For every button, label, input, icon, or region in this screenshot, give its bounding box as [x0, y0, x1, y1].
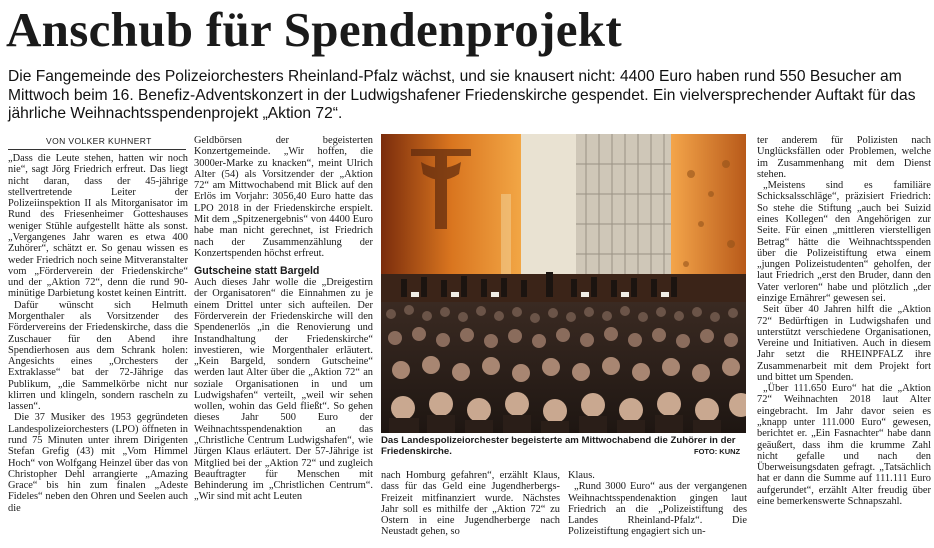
text-column-5 — [757, 135, 931, 548]
text-column-4 — [568, 470, 747, 548]
paragraph: Dafür wünscht sich Helmuth Morgenthaler als Vorsitzender des Fördervereins der Friedenskirche, dass die Zuschauer für den Abend ihre Spendierhosen aus dem Schrank holen: Angesichts eines „Orchesters der Extraklasse“ bat der 72-Jährige das Publikum, „die Sammelkörbe nicht nur klirren und klingeln, sondern rascheln zu lassen“. — [8, 299, 188, 413]
deck-lead: Die Fangemeinde des Polizeiorchesters Rheinland-Pfalz wächst, und sie knausert nicht: 4400 Euro haben rund 550 Besucher am Mittwoch beim 16. Benefiz-Adventskonzert in der Ludwigshafener Friedenskirche gespendet. Ein vielversprechender Auftakt für das jährliche Weihnachtsspendenprojekt „Aktion 72“. — [8, 68, 916, 122]
photo-caption: Das Landespolizeiorchester begeisterte am Mittwochabend die Zuhörer in der Friedenskirche. — [381, 435, 736, 458]
text-column-3 — [381, 470, 560, 548]
byline: VON VOLKER KUHNERT — [46, 136, 152, 146]
paragraph: Geldbörsen der begeisterten Konzertgemeinde. „Wir hoffen, die 3000er-Marke zu knacken“, meint Ulrich Alter (54) als Vorsitzender der „Aktion 72“ am Mittwochabend mit Blick auf den Erlös im Vorjahr: 3056,40 Euro hatte das LPO 2018 in der Friedenskirche erspielt. Mit dem „Spitzenergebnis“ von 4400 Euro habe man nicht gerechnet, ist Friedrich nach der Zusammenzählung der Konzertspenden höchst erfreut. — [194, 135, 373, 259]
text-column-1 — [8, 153, 188, 548]
paragraph: Auch dieses Jahr wolle die „Dreigestirn der Organisatoren“ die Einnahmen zu je einem Drittel unter sich aufteilen. Der Förderverein der Friedenskirche will den Spendenerlös „in die Renovierung und Instandhaltung der Friedenskirche“ investieren, wie Morgenthaler erläutert. „Kein Bargeld, sondern Gutscheine“ werden laut Alter über die „Aktion 72“ an soziale Organisationen in und um Ludwigshafen“ verteilt, „weil wir sehen wollen, wohin das Geld fließt“. So gehen dieses Jahr 500 Euro der Weihnachtsspendenaktion an das „Christliche Centrum Ludwigshafen“, wie Jürgen Klaus erläutert. Der 57-Jährige ist Mitglied bei der „Aktion 72“ und zugleich Beauftragter für Menschen mit Behinderung im „Christlichen Centrum“. „Wir sind mit acht Leuten — [194, 277, 373, 503]
subhead: Gutscheine statt Bargeld — [194, 265, 320, 278]
paragraph: „Über 111.650 Euro“ hat die „Aktion 72“ Weihnachten 2018 laut Alter eingebracht. Im Jahr davor seien es „knapp unter 111.000 Euro“ gewesen, berichtet er. „Ein Fasnachter“ habe dann geäußert, dass ihm die krumme Zahl nicht gefalle und nach den Überweisungsdaten gefragt. „Tatsächlich hat er dann die Summe auf 111.111 Euro aufgerundet“, erzählt Alter freudig über eine bemerkenswerte Schnapszahl. — [757, 383, 931, 507]
text-column-2 — [194, 135, 373, 548]
headline: Anschub für Spendenprojekt — [6, 2, 622, 57]
paragraph: nach Homburg gefahren“, erzählt Klaus, dass für das Geld eine Jugendherbergs-Freizeit mitfinanziert wurde. Nächstes Jahr soll es mithilfe der „Aktion 72“ zu Ostern in eine Jugendherberge nach Neustadt gehen, so — [381, 470, 560, 538]
paragraph: „Dass die Leute stehen, hatten wir noch nie“, sagt Jörg Friedrich erfreut. Das liegt nicht daran, dass der 45-jährige stellvertretende Leiter der Polizeiinspektion II als Mitorganisator im Rund des Friesenheimer Gotteshauses weniger Stühle aufgestellt hätte als sonst. „Vergangenes Jahr waren es etwa 400 Zuhörer“, schätzt er. So genau wissen es weder Friedrich noch seine Mitveranstalter vom „Förderverein der Friedenskirche“ und der „Aktion 72“, denn die rund 90-minütige Darbietung kostet keinen Eintritt. — [8, 153, 188, 300]
paragraph: Klaus. — [568, 470, 595, 481]
paragraph: „Rund 3000 Euro“ aus der vergangenen Weihnachtsspendenaktion gingen laut Friedrich an die „Polizeistiftung des Landes Rheinland-Pfalz“. Die Polizeistiftung engagiert sich un- — [568, 481, 747, 538]
paragraph: „Meistens sind es familiäre Schicksalsschläge“, präzisiert Friedrich: So stehe die Stiftung „auch bei Suizid eines Kollegen“ den Angehörigen zur Seite. Für einen „mittleren vierstelligen Betrag“ hätte die Weihnachtsspenden über die Polizeistiftung etwa einem „jungen Polizeistudenten“ geholfen, der laut Friedrich „erst den Bruder, dann den Vater verloren“ habe und plötzlich „der einzige Ernährer“ gewesen sei. — [757, 180, 931, 304]
paragraph: ter anderem für Polizisten nach Unglücksfällen oder Problemen, welche im Zusammenhang mit dem Dienst stehen. — [757, 135, 931, 180]
paragraph: Die 37 Musiker des 1953 gegründeten Landespolizeiorchesters (LPO) öffneten in rund 75 Minuten unter ihrem Dirigenten Stefan Grefig (43) mit „Vom Himmel Hoch“ von Wolfgang Heinzel über das von Christopher Dehl arrangierte „Amazing Grace“ bis hin zum finalen „Adeste Fideles“ neben den Ohren und Seelen auch die — [8, 412, 188, 514]
paragraph: Seit über 40 Jahren hilft die „Aktion 72“ Bedürftigen in Ludwigshafen und unterstützt verschiedene Organisationen, Vereine und Initiativen. Auch in diesem Jahr setzt die RHEINPFALZ ihre Zusammenarbeit mit dem Projekt fort und bittet um Spenden. — [757, 304, 931, 383]
photo-credit: FOTO: KUNZ — [694, 447, 741, 456]
concert-photo — [381, 134, 746, 433]
byline-rule — [8, 149, 186, 150]
